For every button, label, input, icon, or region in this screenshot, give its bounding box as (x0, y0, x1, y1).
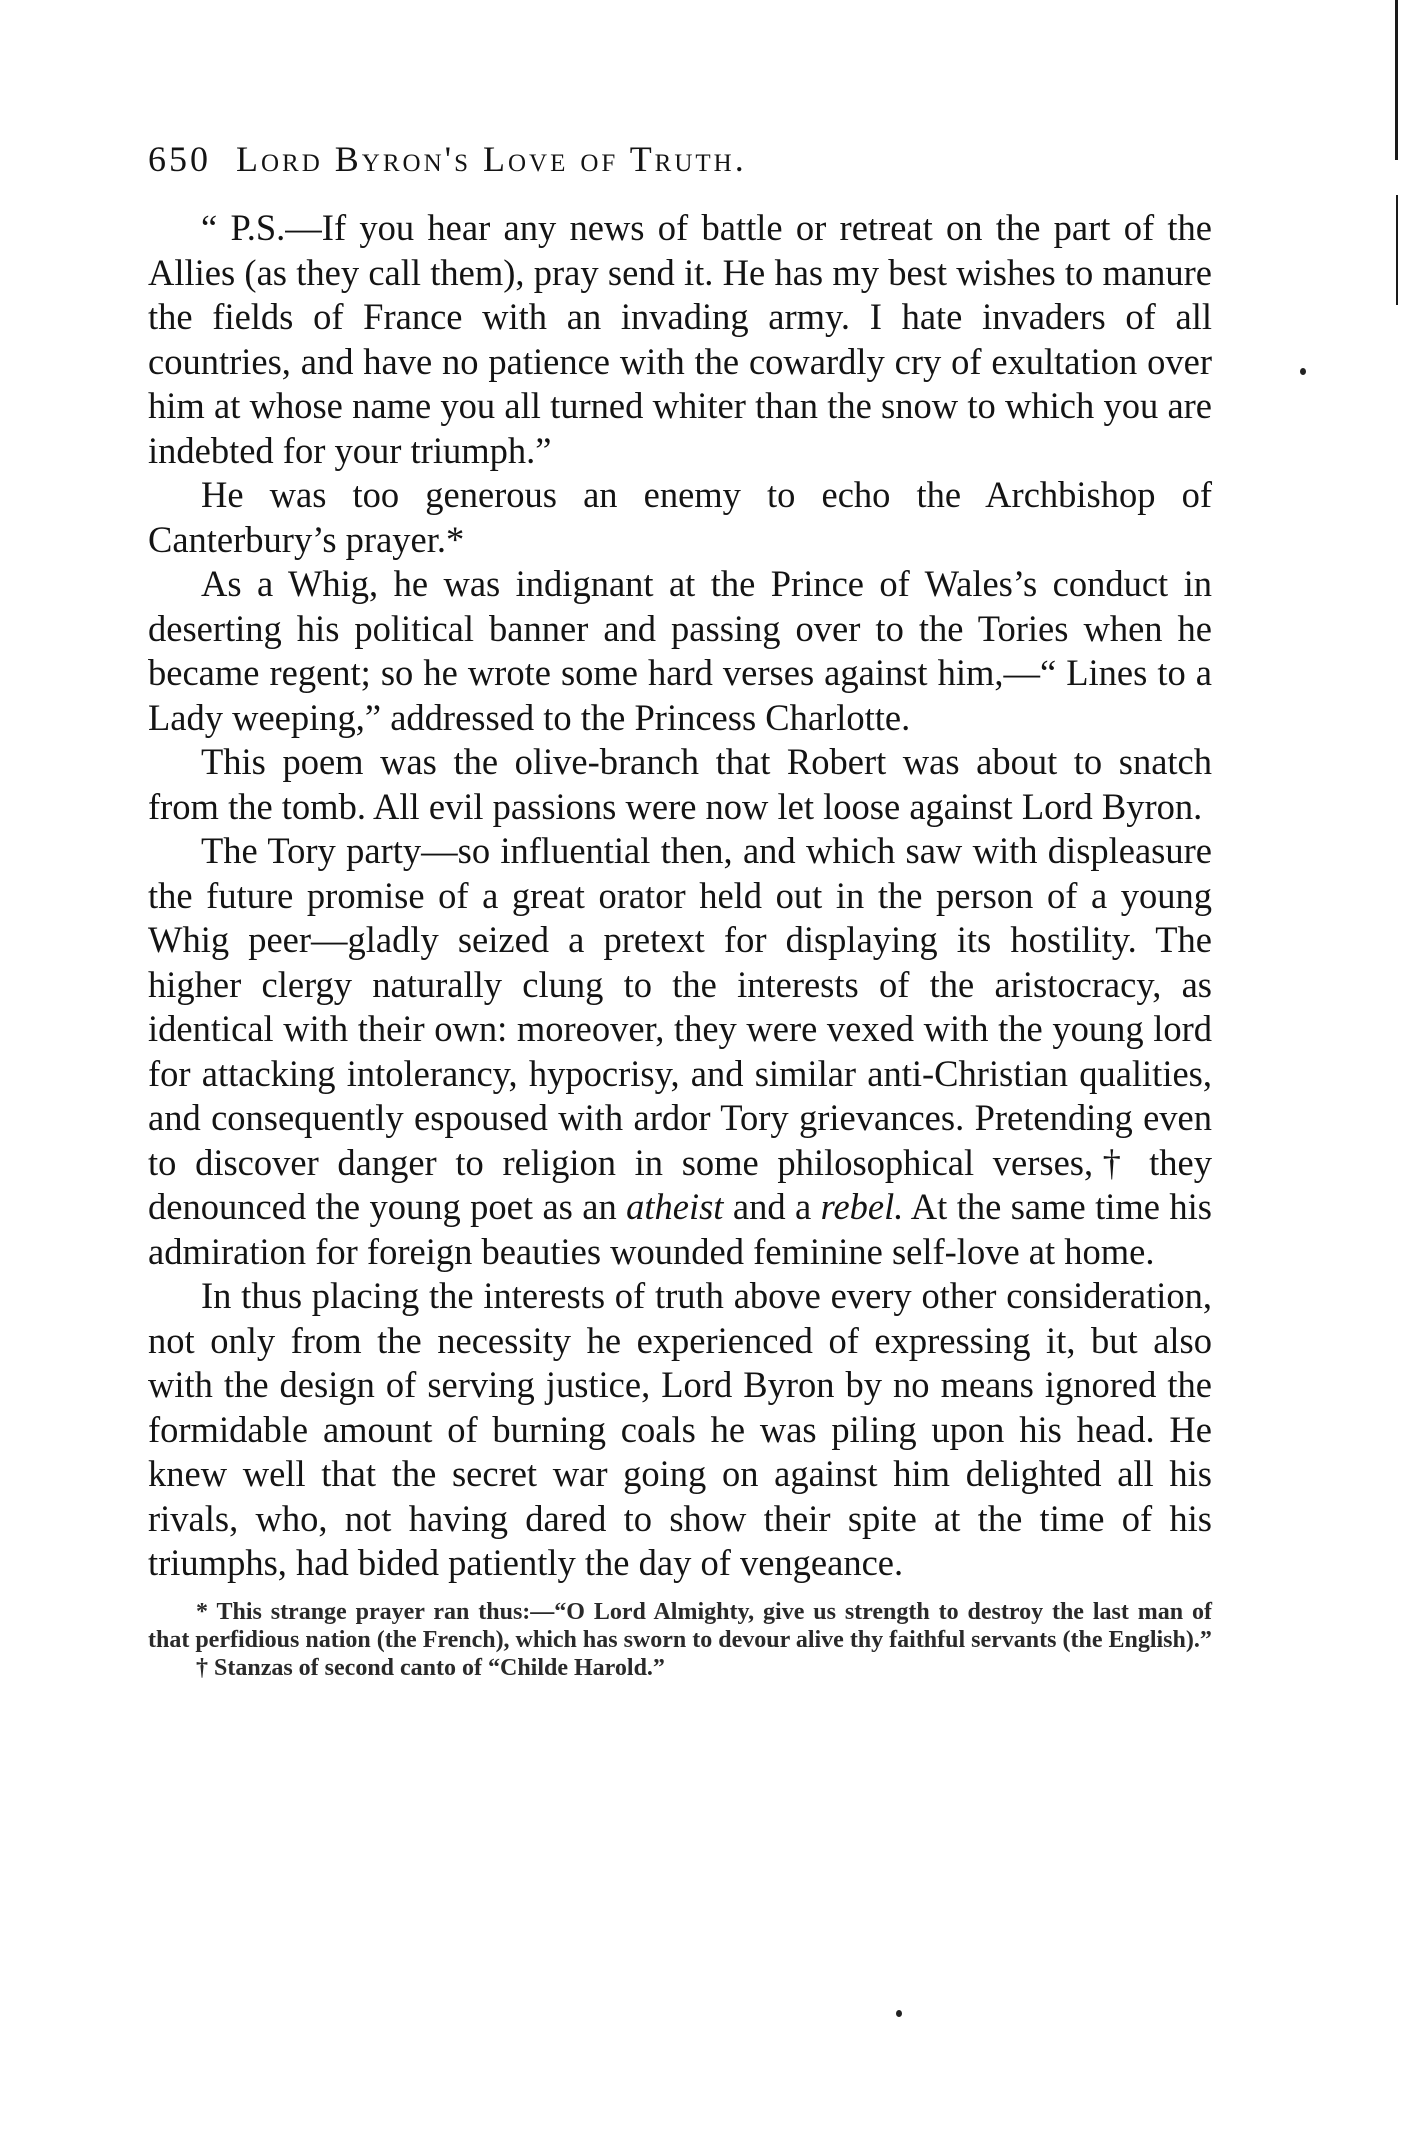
paragraph-text: “ P.S.—If you hear any news of battle or retreat on the part of the Allies (as they call them), pray send it. He has my best wishes to manure the fields of France with an invading army. I hate invaders of all countries, and have no patience with the cowardly cry of exultation over him at whose name you all turned whiter than the snow to which you are indebted for your triumph.” (148, 207, 1212, 471)
italic-text: atheist (626, 1186, 724, 1227)
paragraph-text: As a Whig, he was indignant at the Prince of Wales’s conduct in deserting his political banner and passing over to the Tories when he became regent; so he wrote some hard verses against him,—“ Lines to a Lady weeping,” addressed to the Princess Charlotte. (148, 563, 1212, 738)
paragraph-text: This poem was the olive-branch that Robert was about to snatch from the tomb. All evil passions were now let loose against Lord Byron. (148, 741, 1212, 827)
ink-speck (1300, 368, 1306, 375)
paragraph-text: In thus placing the interests of truth above every other consideration, not only from the necessity he experienced of expressing it, but also with the design of serving justice, Lord Byron by no means ignored the formidable amount of burning coals he was piling upon his head. He knew well that the secret war going on against him delighted all his rivals, who, not having dared to show their spite at the time of his triumphs, had bided patiently the day of vengeance. (148, 1275, 1212, 1583)
footnotes (148, 1598, 1212, 1682)
paragraph (148, 473, 1212, 562)
paragraph (148, 206, 1212, 473)
paragraph (148, 740, 1212, 829)
ink-speck (896, 2010, 902, 2017)
running-title: Lord Byron's Love of Truth. (236, 139, 747, 179)
paragraph-text: The Tory party—so influential then, and which saw with displeasure the future promise of a great orator held out in the person of a young Whig peer—gladly seized a pretext for displaying its hostility. The higher clergy naturally clung to the interests of the aristocracy, as identical with their own: moreover, they were vexed with the young lord for attacking intolerancy, hypocrisy, and similar anti-Christian qualities, and consequently espoused with ardor Tory grievances. Pretending even to discover danger to religion in some philosophical verses,† they denounced the young poet as an (148, 830, 1212, 1227)
paragraph (148, 562, 1212, 740)
paragraph-text: and a (723, 1186, 821, 1227)
paragraph-text: At the same time his admiration for foreign beauties wounded feminine self-love at home. (148, 1186, 1213, 1272)
scan-edge-rule (1396, 195, 1398, 305)
body-text (148, 206, 1212, 1586)
footnote: † Stanzas of second canto of “Childe Harold.” (196, 1654, 665, 1681)
italic-text: rebel. (820, 1186, 904, 1227)
paragraph (148, 1274, 1212, 1586)
paragraph (148, 829, 1212, 1274)
footnote: * This strange prayer ran thus:—“O Lord Almighty, give us strength to destroy the last man of that perfidious nation (the French), which has sworn to devour alive thy faithful servants (the English).” (148, 1598, 1212, 1653)
running-head (148, 138, 1212, 180)
scan-edge-rule (1395, 0, 1398, 160)
page-number: 650 (148, 139, 211, 179)
book-page (148, 138, 1212, 1682)
paragraph-text: He was too generous an enemy to echo the Archbishop of Canterbury’s prayer.* (148, 474, 1212, 560)
